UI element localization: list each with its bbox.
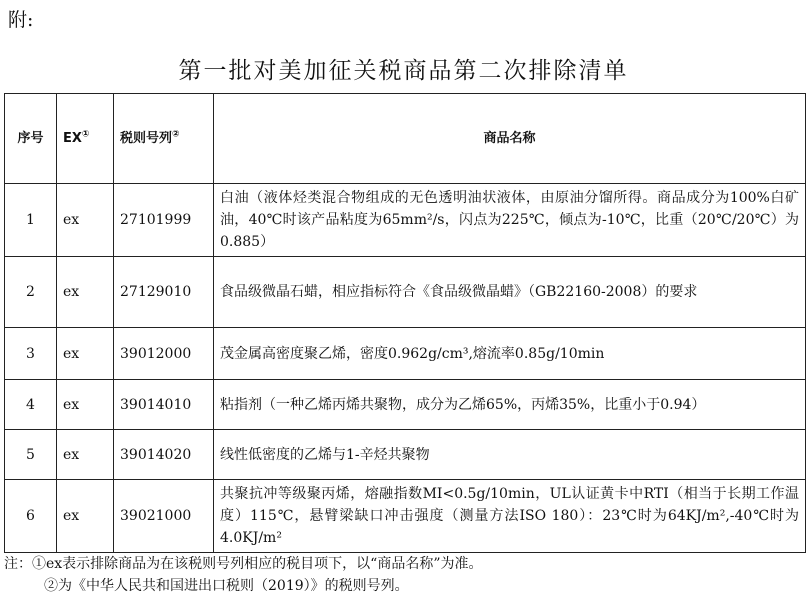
row-no: 4 [5,380,57,430]
row-desc: 食品级微晶石蜡，相应指标符合《食品级微晶蜡》（GB22160-2008）的要求 [214,257,806,328]
header-name: 商品名称 [214,94,806,184]
row-desc: 粘指剂（一种乙烯丙烯共聚物，成分为乙烯65%，丙烯35%，比重小于0.94） [214,380,806,430]
row-ex: ex [57,328,114,380]
row-no: 6 [5,480,57,553]
header-ex [57,94,114,184]
row-ex: ex [57,480,114,553]
row-ex: ex [57,184,114,257]
row-ex: ex [57,380,114,430]
header-ex-note-mark: ① [81,129,90,140]
header-ex-label: EX [63,130,82,146]
row-desc: 白油（液体烃类混合物组成的无色透明油状液体，由原油分馏所得。商品成分为100%白矿油，40℃时该产品粘度为65mm²/s，闪点为225℃，倾点为-10℃，比重（20℃/20℃）为0.885） [214,184,806,257]
row-code: 39014020 [114,430,214,480]
table-row [5,480,806,553]
row-code: 39014010 [114,380,214,430]
annex-label: 附: [8,9,34,31]
row-ex: ex [57,257,114,328]
header-no: 序号 [5,94,57,184]
table-row [5,380,806,430]
row-desc: 共聚抗冲等级聚丙烯，熔融指数MI<0.5g/10min，UL认证黄卡中RTI（相当于长期工作温度）115℃，悬臂梁缺口冲击强度（测量方法ISO 180）：23℃时为64KJ/m²,-40℃时为4.0KJ/m² [214,480,806,553]
row-no: 2 [5,257,57,328]
row-code: 27101999 [114,184,214,257]
row-ex: ex [57,430,114,480]
table-row [5,184,806,257]
table-row [5,328,806,380]
row-code: 27129010 [114,257,214,328]
row-code: 39012000 [114,328,214,380]
row-no: 5 [5,430,57,480]
row-no: 1 [5,184,57,257]
row-code: 39021000 [114,480,214,553]
row-desc: 线性低密度的乙烯与1-辛烃共聚物 [214,430,806,480]
footnote-1: 注：①ex表示排除商品为在该税则号列相应的税目项下，以“商品名称”为准。 [4,556,483,572]
table-row [5,430,806,480]
exclusion-table [4,93,806,553]
document-title: 第一批对美加征关税商品第二次排除清单 [178,58,629,84]
header-code-label: 税则号列 [120,130,173,146]
row-no: 3 [5,328,57,380]
table-header-row [5,94,806,184]
table-row [5,257,806,328]
header-code-note-mark: ② [172,129,180,140]
footnotes [4,553,483,597]
row-desc: 茂金属高密度聚乙烯，密度0.962g/cm³,熔流率0.85g/10min [214,328,806,380]
header-code [114,94,214,184]
footnote-2: ②为《中华人民共和国进出口税则（2019）》的税则号列。 [44,578,409,594]
